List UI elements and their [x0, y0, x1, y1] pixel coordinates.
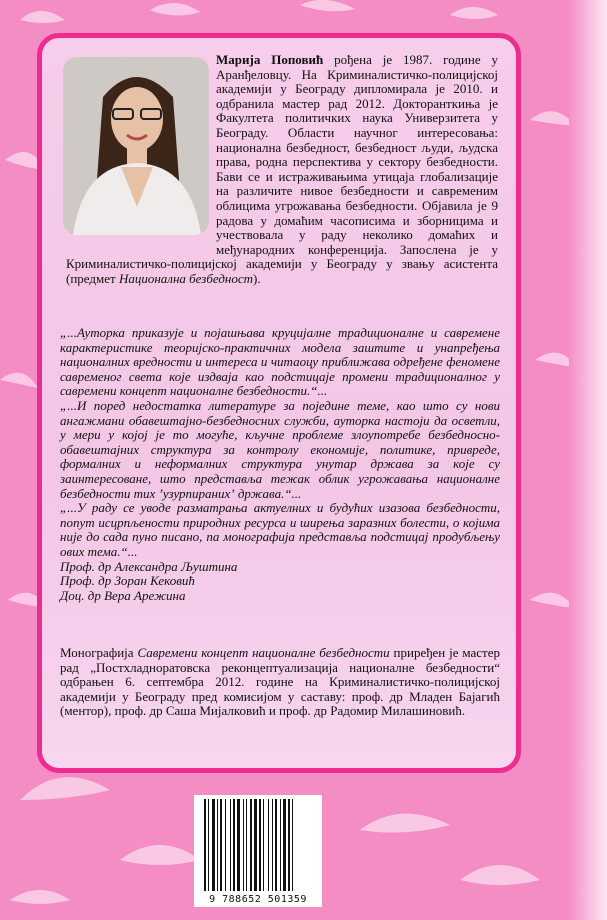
barcode-bar	[237, 799, 240, 891]
barcode-bar	[288, 799, 290, 891]
bio-text-end: ).	[253, 270, 261, 286]
barcode-bar	[268, 799, 269, 891]
barcode-bar	[230, 799, 231, 891]
barcode-bar	[225, 799, 226, 891]
barcode-bar	[217, 799, 218, 891]
barcode-bar	[220, 799, 222, 891]
barcode-bar	[246, 799, 247, 891]
barcode-bar	[212, 799, 215, 891]
barcode-bar	[233, 799, 235, 891]
review-quote: „...Ауторка приказује и појашњава круцијалне традиционалне и савремене карактеристике теоријско-практичних модела заштите и унапређења националних вредности и интереса и читаоцу приближава одређене феномене савременог света које издваја као подстицаје промени традиционалног у савремени концепт националне безбедности.“...	[60, 325, 500, 399]
barcode-bar	[250, 799, 252, 891]
reviewer-signature: Проф. др Александра Љуштина	[60, 558, 238, 574]
monograph-title: Савремени концепт националне безбедности	[137, 645, 390, 660]
barcode-bar	[204, 799, 206, 891]
isbn-barcode	[194, 795, 322, 907]
author-name: Марија Поповић	[216, 52, 324, 67]
bio-text: рођена је 1987. године у Аранђеловцу. На Криминалистичко-полицијској академији у Београду дипломирала је 2010. и одбранила мастер рад 2012. Докторанткиња је Факултета политичких наука Универзитета у Београду. Области научног интересовања: национална безбедност, безбедност људи, људска права, родна перспектива у сектору безбедности. Бави се и истраживањима утицаја глобализације на различите нивое безбедности и савременим облицима угрожавања безбедности. Објавила је 9 радова у домаћим часописима и зборницима и учествовала у раду неколико домаћих и међународних конференција. Запослена је у Криминалистичко-полицијској академији у Београду у звању асистента (предмет	[66, 52, 499, 286]
reviewer-signature: Доц. др Вера Арежина	[60, 587, 186, 603]
barcode-bar	[292, 799, 293, 891]
barcode-bar	[243, 799, 244, 891]
barcode-bar	[280, 799, 281, 891]
barcode-bar	[208, 799, 209, 891]
reviews	[60, 326, 500, 603]
barcode-bar	[275, 799, 277, 891]
barcode-bar	[263, 799, 264, 891]
monograph-note: Монографија Савремени концепт националне безбедности приређен је мастер рад „Постхладноратовска реконцептуализација националне безбедности“ одбрањен 6. септембра 2012. године на Криминалистичко-полицијској академији у Београду пред комисијом у саставу: проф. др Младен Бајагић (ментор), проф. др Саша Мијалковић и проф. др Радомир Милашиновић.	[60, 645, 501, 719]
page-edge	[569, 0, 607, 920]
review-quote: „...У раду се уводе разматрања актуелних и будућих изазова безбедности, попут исцрпљености природних ресурса и ширења заразних болести, о којима није до сада пуно писано, па монографија представља подстицај продубљењу ових тема.“...	[60, 500, 500, 559]
reviewer-signature: Проф. др Зоран Кековић	[60, 573, 195, 589]
bio-subject: Национална безбедност	[118, 270, 254, 286]
barcode-bars	[202, 799, 314, 891]
barcode-bar	[283, 799, 286, 891]
barcode-bar	[259, 799, 261, 891]
author-bio	[66, 53, 498, 287]
isbn-number: 9 788652 501359	[209, 894, 307, 905]
barcode-bar	[254, 799, 257, 891]
barcode-bar	[272, 799, 273, 891]
review-quote: „...И поред недостатка литературе за поједине теме, као што су нови ангажмани обавештајно-безбедносних служби, ауторка настоји да осветли, у мери у којој је то могуће, кључне проблеме злоупотребе безбедносно-обавештајних структура за контролу економије, политике, привреде, формалних и неформалних структура унутар држава за које су заинтересоване, што представља тежак облик угрожавања националне безбедности тих ʼузурпиранихʼ држава.“...	[60, 397, 500, 501]
